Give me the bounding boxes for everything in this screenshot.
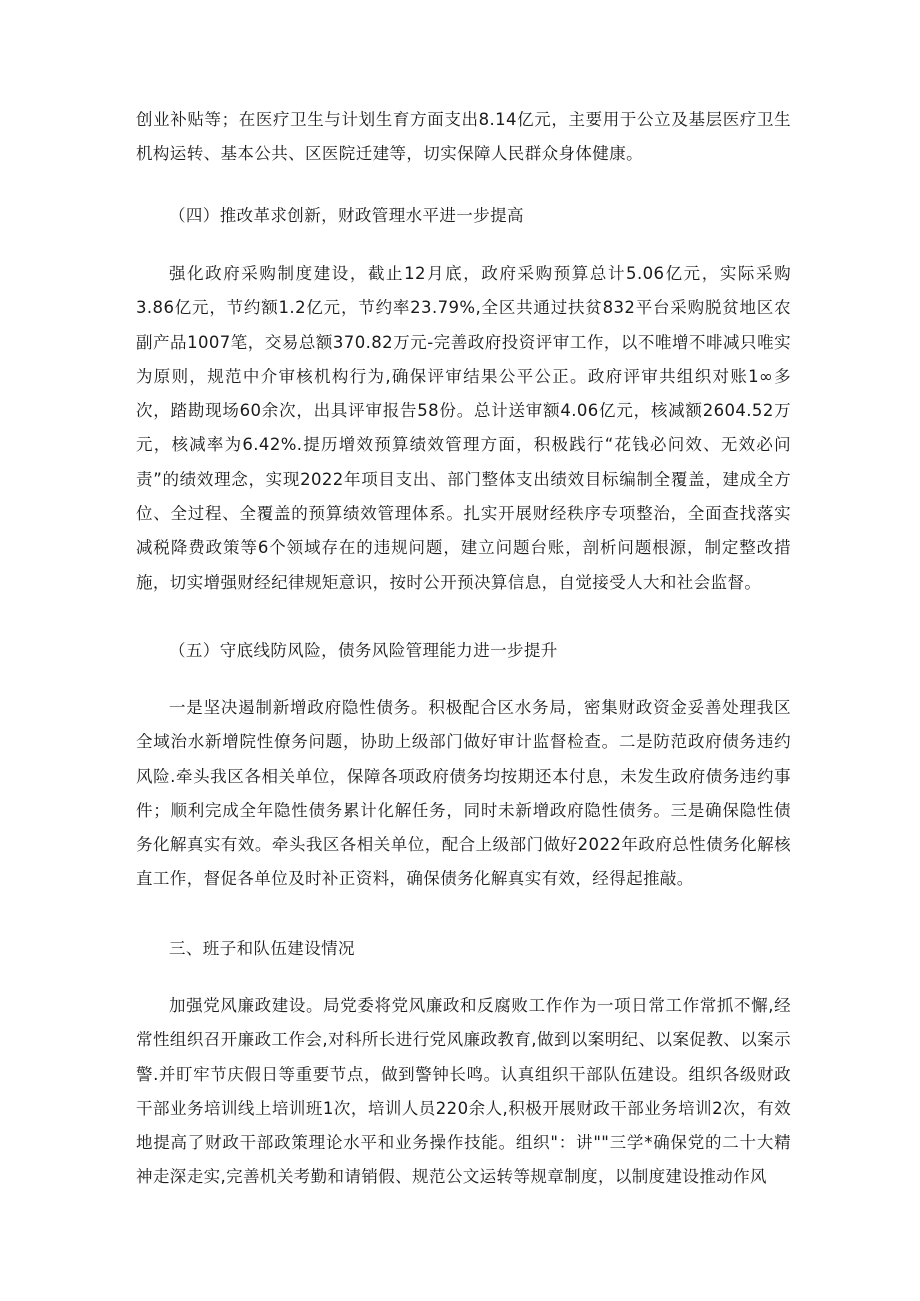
paragraph-health-spending: 创业补贴等；在医疗卫生与计划生育方面支出8.14亿元，主要用于公立及基层医疗卫生机构运转、基本公共、区医院迁建等，切实保障人民群众身体健康。 — [136, 110, 791, 164]
paragraph-party-conduct: 加强党风廉政建设。局党委将党风廉政和反腐败工作作为一项日常工作常抓不懈,经常性组织召开廉政工作会,对科所长进行党风廉政教育,做到以案明纪、以案促教、以案示警.并盯牢节庆假日等重要节点，做到警钟长鸣。认真组织干部队伍建设。组织各级财政干部业务培训线上培训班1次，培训人员220余人,积极开展财政干部业务培训2次，有效地提高了财政干部政策理论水平和业务操作技能。组织"：讲""三学*确保党的二十大精神走深走实,完善机关考勤和请销假、规范公文运转等规章制度，以制度建设推动作风 — [136, 996, 791, 1187]
paragraph-procurement: 强化政府采购制度建设，截止12月底，政府采购预算总计5.06亿元，实际采购3.86亿元，节约额1.2亿元，节约率23.79%,全区共通过扶贫832平台采购脱贫地区农副产品1007笔，交易总额370.82万元-完善政府投资评审工作，以不唯增不啡减只唯实为原则，规范中介审核机构行为,确保评审结果公平公正。政府评审共组织对账1∞多次，踏勘现场60余次，出具评审报告58份。总计送审额4.06亿元，核减额2604.52万元，核减率为6.42%.提历增效预算绩效管理方面，积极践行“花钱必问效、无效必问责”的绩效理念，实现2022年项目支出、部门整体支出绩效目标编制全覆盖，建成全方位、全过程、全覆盖的预算绩效管理体系。扎实开展财经秩序专项整治，全面查找落实减税降费政策等6个领域存在的违规问题，建立问题台账，剖析问题根源，制定整改措施，切实增强财经纪律规矩意识，按时公开预决算信息，自觉接受人大和社会监督。 — [136, 264, 791, 592]
heading-reform-innovation: （四）推改革求创新，财政管理水平进一步提高 — [169, 206, 524, 225]
heading-team-building: 三、班子和队伍建设情况 — [169, 939, 355, 958]
paragraph-debt-management: 一是坚决遏制新增政府隐性债务。积极配合区水务局，密集财政资金妥善处理我区全域治水新增院性僚务问题，协助上级部门做好审计监督检查。二是防范政府债务违约风险.牵头我区各相关单位，保障各项政府债务均按期还本付息，未发生政府债务违约事件；顺利完成全年隐性债务累计化解任务，同时未新增政府隐性债务。三是确保隐性债务化解真实有效。牵头我区各相关单位，配合上级部门做好2022年政府总性债务化解核直工作，督促各单位及时补正资料，确保债务化解真实有效，经得起推敲。 — [136, 698, 791, 889]
heading-debt-risk: （五）守底线防风险，债务风险管理能力进一步提升 — [169, 641, 558, 660]
